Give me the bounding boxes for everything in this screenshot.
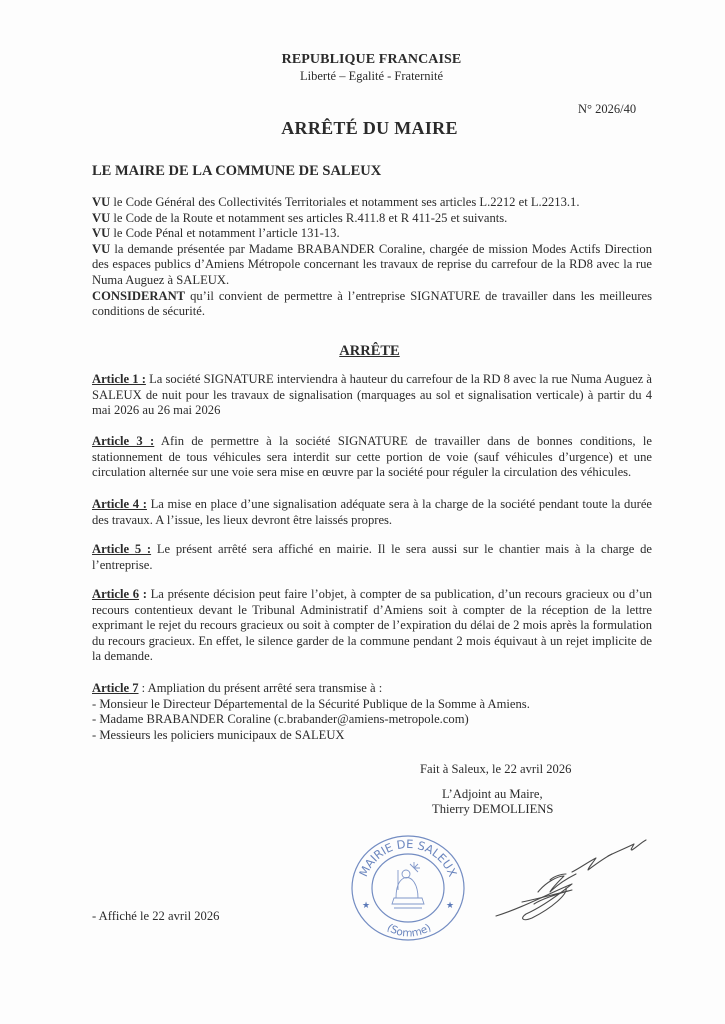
article-label: Article 1 :: [92, 372, 146, 386]
stamp-bottom-text: (Somme): [384, 921, 434, 940]
republic-heading: REPUBLIQUE FRANCAISE: [281, 52, 462, 67]
svg-text:MAIRIE DE SALEUX: [356, 837, 460, 879]
article-text: Afin de permettre à la société SIGNATURE de travailler dans de bonnes conditions, le stationnement de tous véhicules sera interdit sur cette portion de voie (sauf véhicules d’urgence) et une circulation alternée sur une voie sera mise en œuvre par la société pour réguler la circulation des véhicules.: [92, 434, 652, 480]
consideration-item: [92, 226, 652, 242]
article-label: Article 6: [92, 587, 140, 601]
article-label: Article 3 :: [92, 434, 155, 448]
article-text: : Ampliation du présent arrêté sera transmise à :: [138, 681, 383, 695]
article-6: [92, 587, 652, 665]
article-3: [92, 434, 652, 481]
decree-heading: [0, 343, 725, 360]
consideration-item: [92, 289, 652, 320]
document-title: ARRÊTÉ DU MAIRE: [281, 118, 458, 138]
stamp-star-left-icon: ★: [362, 901, 371, 911]
consideration-lead: VU: [92, 241, 111, 256]
consideration-lead: VU: [92, 226, 111, 241]
consideration-item: [92, 242, 652, 289]
consideration-lead: VU: [92, 210, 111, 225]
article-4: [92, 497, 652, 528]
stamp-outer-ring: [352, 836, 464, 940]
considerations-block: [92, 195, 652, 320]
marianne-emblem-icon: [392, 862, 424, 908]
decree-heading-text: ARRÊTE: [339, 343, 400, 359]
consideration-item: [92, 195, 652, 211]
republic-motto: Liberté – Egalité - Fraternité: [300, 69, 443, 83]
place-and-date: Fait à Saleux, le 22 avril 2026: [420, 762, 572, 776]
consideration-lead: CONSIDERANT: [92, 288, 186, 303]
article-label-suffix: :: [139, 587, 147, 601]
consideration-lead: VU: [92, 195, 111, 209]
handwritten-signature: [492, 832, 652, 930]
signer-role: L’Adjoint au Maire,: [442, 787, 543, 801]
article-5: [92, 542, 652, 573]
consideration-item: [92, 211, 652, 227]
article-text: Le présent arrêté sera affiché en mairie. Il le sera aussi sur le chantier mais à la charge de l’entreprise.: [92, 542, 652, 572]
recipient-item: - Madame BRABANDER Coraline (c.brabander@amiens-metropole.com): [92, 712, 469, 727]
stamp-top-text: MAIRIE DE SALEUX: [356, 836, 460, 879]
stamp-inner-ring: [372, 854, 444, 922]
consideration-text: le Code Pénal et notamment l’article 131-13.: [110, 226, 340, 241]
signer-name: Thierry DEMOLLIENS: [432, 802, 554, 816]
article-text: La présente décision peut faire l’objet, à compter de sa publication, d’un recours gracieux ou d’un recours contentieux devant le Tribunal Administratif d’Amiens soit à compter de la réception de la lettre exprimant le rejet du recours gracieux ou soit à compter de l’expiration du délai de 2 mois après la formulation du recours gracieux. En effet, le silence garder de la commune pendant 2 mois équivaut à un rejet implicite de la demande.: [92, 587, 652, 664]
recipient-item: - Monsieur le Directeur Départemental de la Sécurité Publique de la Somme à Amiens.: [92, 696, 530, 711]
posting-date: - Affiché le 22 avril 2026: [92, 909, 220, 923]
consideration-text: le Code de la Route et notamment ses articles R.411.8 et R 411-25 et suivants.: [110, 210, 508, 225]
article-label: Article 5 :: [92, 542, 152, 556]
article-7-intro-line: [92, 681, 652, 697]
reference-number: N° 2026/40: [578, 102, 637, 116]
stamp-star-right-icon: ★: [446, 901, 455, 911]
article-text: La société SIGNATURE interviendra à hauteur du carrefour de la RD 8 avec la rue Numa Auguez à SALEUX de nuit pour les travaux de signalisation (marquages au sol et signalisation verticale) à partir du 4 mai 2026 au 26 mai 2026: [92, 372, 653, 418]
article-label: Article 7: [92, 681, 139, 695]
article-label: Article 4 :: [92, 497, 147, 511]
consideration-text: la demande présentée par Madame BRABANDER Coraline, chargée de mission Modes Actifs Direction des espaces publics d’Amiens Métropole concernant les travaux de reprise du carrefour de la RD8 avec la rue Numa Auguez à SALEUX.: [92, 241, 652, 287]
article-text: La mise en place d’une signalisation adéquate sera à la charge de la société pendant toute la durée des travaux. A l’issue, les lieux devront être laissés propres.: [92, 497, 653, 527]
authority-heading: LE MAIRE DE LA COMMUNE DE SALEUX: [92, 163, 382, 179]
consideration-text: qu’il convient de permettre à l’entreprise SIGNATURE de travailler dans les meilleures conditions de sécurité.: [92, 288, 652, 319]
recipient-item: - Messieurs les policiers municipaux de SALEUX: [92, 727, 345, 742]
article-1: [92, 372, 652, 419]
town-hall-stamp: [340, 830, 472, 942]
consideration-text: le Code Général des Collectivités Territoriales et notamment ses articles L.2212 et L.2213.1.: [110, 195, 580, 209]
article-7: [92, 681, 652, 743]
